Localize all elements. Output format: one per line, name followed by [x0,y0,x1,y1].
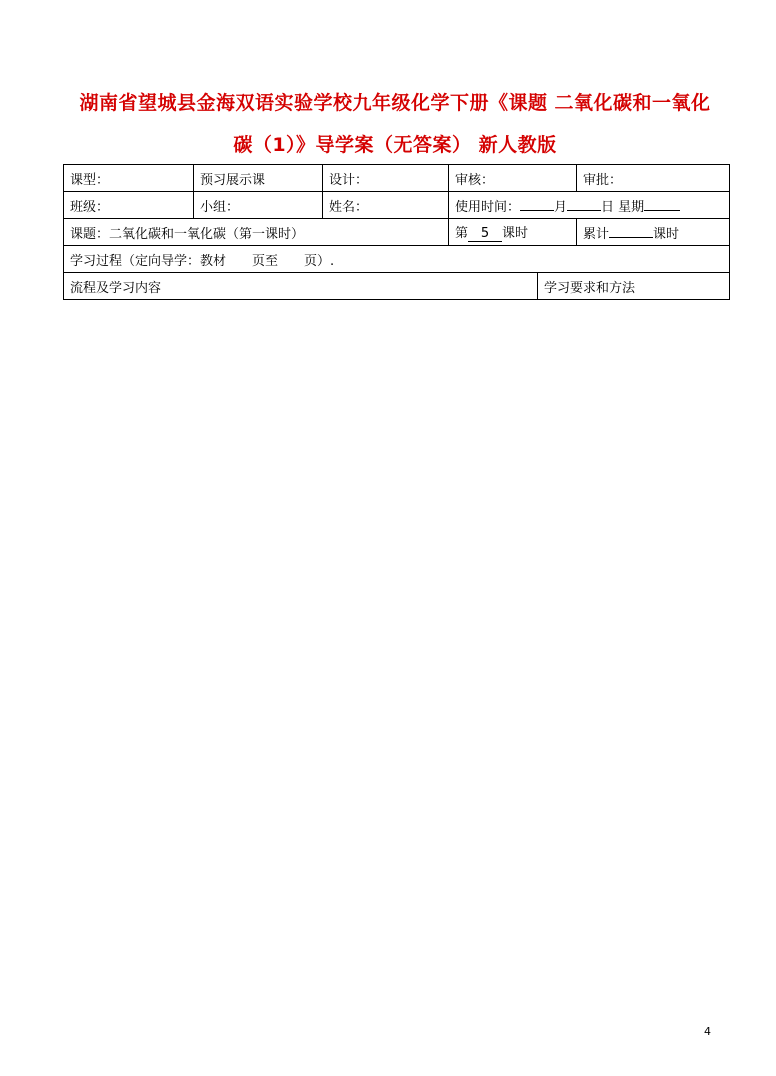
method-header-cell [538,273,730,300]
lesson-form-table [63,164,730,300]
total-suffix: 课时 [653,226,680,242]
form-row-topic [64,219,730,246]
document-title-line-2: 碳（1）》导学案（无答案） 新人教版 [233,134,557,156]
page-number: 4 [704,1025,711,1038]
lesson-prefix: 第 [455,226,469,241]
approve-label: 审批： [577,165,730,192]
day-blank [567,198,601,211]
process-cell [64,246,730,273]
form-row-process [64,246,730,273]
document-title-line-1: 湖南省望城县金海双语实验学校九年级化学下册《课题 二氧化碳和一氧化 [79,92,711,114]
total-prefix: 累计 [583,226,610,242]
lesson-number-cell [449,219,577,246]
method-divider [538,273,539,299]
form-row-student-info [64,192,730,219]
lesson-suffix: 课时 [502,226,529,241]
review-label: 审核： [449,165,577,192]
content-header: 流程及学习内容 [64,273,538,300]
month-blank [520,198,554,211]
form-row-headers [64,273,730,300]
total-blank [609,225,653,238]
topic-cell: 课题：二氧化碳和一氧化碳（第一课时） [64,219,449,246]
group-label: 小组： [194,192,323,219]
page-to-label: 页至 [252,253,279,269]
page-end-label: 页）. [304,253,335,269]
use-time-cell [449,192,730,219]
course-type-value: 预习展示课 [194,165,323,192]
day-weekday-label: 日 星期 [601,199,645,215]
total-lessons-cell [577,219,730,246]
design-label: 设计： [323,165,449,192]
month-label: 月 [554,199,568,215]
form-row-course-info [64,165,730,192]
lesson-number: 5 [468,226,502,242]
name-label: 姓名： [323,192,449,219]
course-type-label: 课型： [64,165,194,192]
weekday-blank [644,198,680,211]
process-prefix: 学习过程（定向导学：教材 [70,253,227,269]
class-label: 班级： [64,192,194,219]
use-time-label: 使用时间： [455,199,521,215]
method-header: 学习要求和方法 [544,280,636,296]
